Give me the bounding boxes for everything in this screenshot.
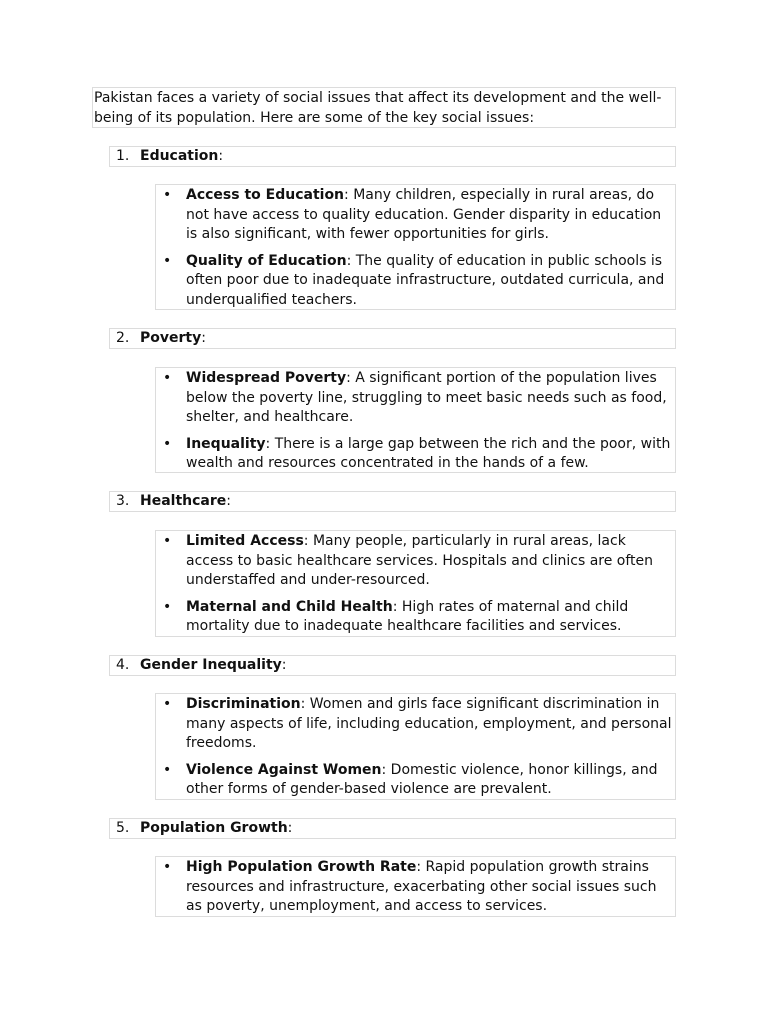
bullet-text: : A significant portion of the population lives below the poverty line, struggling to meet basic needs such as food, shelter, and healthcare. [186,370,667,426]
list-item [156,858,675,917]
bullet-icon: • [163,252,172,269]
section-title: Education [140,148,219,164]
section-number: 2. [116,330,130,346]
bullet-icon: • [163,187,172,203]
bullet-icon: • [163,761,172,778]
bullet-title: Quality of Education [186,252,347,269]
section-suffix: : [226,493,231,509]
section-poverty-bullets [155,367,676,473]
section-number: 3. [116,493,130,509]
section-education-bullets [155,184,676,310]
bullet-icon: • [163,370,172,386]
bullet-text: : Domestic violence, honor killings, and other forms of gender-based violence are prevalent. [186,761,658,798]
section-suffix: : [287,820,293,836]
list-item [156,435,675,474]
list-item [156,761,675,800]
section-number: 4. [116,657,130,673]
section-title: Healthcare [140,493,227,509]
bullet-title: Inequality [186,435,266,452]
bullet-title: Access to Education [186,187,345,203]
bullet-icon: • [163,435,172,452]
section-suffix: : [201,330,206,346]
bullet-text: : Women and girls face significant discrimination in many aspects of life, including education, employment, and personal freedoms. [186,696,672,752]
list-item [156,369,675,428]
list-item [156,532,675,591]
section-healthcare-heading [109,491,676,512]
section-title: Gender Inequality [140,657,282,673]
section-gender-inequality-bullets [155,693,676,800]
bullet-title: High Population Growth Rate [186,859,417,875]
bullet-icon: • [163,598,172,615]
list-item [156,186,675,245]
section-number: 1. [116,148,130,164]
bullet-title: Limited Access [186,533,304,549]
intro-paragraph: Pakistan faces a variety of social issues that affect its development and the well-being of its population. Here are some of the key social issues: [92,87,676,128]
section-gender-inequality-heading [109,655,676,676]
bullet-text: : Rapid population growth strains resources and infrastructure, exacerbating other social issues such as poverty, unemployment, and access to services. [186,859,657,915]
section-title: Poverty [140,330,202,346]
section-suffix: : [218,148,224,164]
bullet-text: : Many people, particularly in rural areas, lack access to basic healthcare services. Hospitals and clinics are often understaffed and under-resourced. [186,533,654,589]
bullet-icon: • [163,533,172,549]
list-item [156,252,675,311]
section-number: 5. [116,820,130,836]
bullet-text: : Many children, especially in rural areas, do not have access to quality education. Gender disparity in education is also significant, with fewer opportunities for girls. [186,187,662,243]
section-poverty-heading [109,328,676,349]
bullet-title: Violence Against Women [186,761,382,778]
bullet-text: : High rates of maternal and child mortality due to inadequate healthcare facilities and services. [186,598,629,635]
section-education-heading [109,146,676,167]
list-item [156,598,675,637]
section-population-growth-heading [109,818,676,839]
bullet-text: : There is a large gap between the rich and the poor, with wealth and resources concentrated in the hands of a few. [186,435,671,472]
bullet-text: : The quality of education in public schools is often poor due to inadequate infrastructure, outdated curricula, and underqualified teachers. [186,252,665,308]
section-suffix: : [281,657,287,673]
section-healthcare-bullets [155,530,676,637]
section-title: Population Growth [140,820,288,836]
section-population-growth-bullets [155,856,676,917]
bullet-title: Discrimination [186,696,301,712]
bullet-icon: • [163,696,172,712]
bullet-title: Maternal and Child Health [186,598,393,615]
bullet-icon: • [163,859,172,875]
list-item [156,695,675,754]
bullet-title: Widespread Poverty [186,370,347,386]
